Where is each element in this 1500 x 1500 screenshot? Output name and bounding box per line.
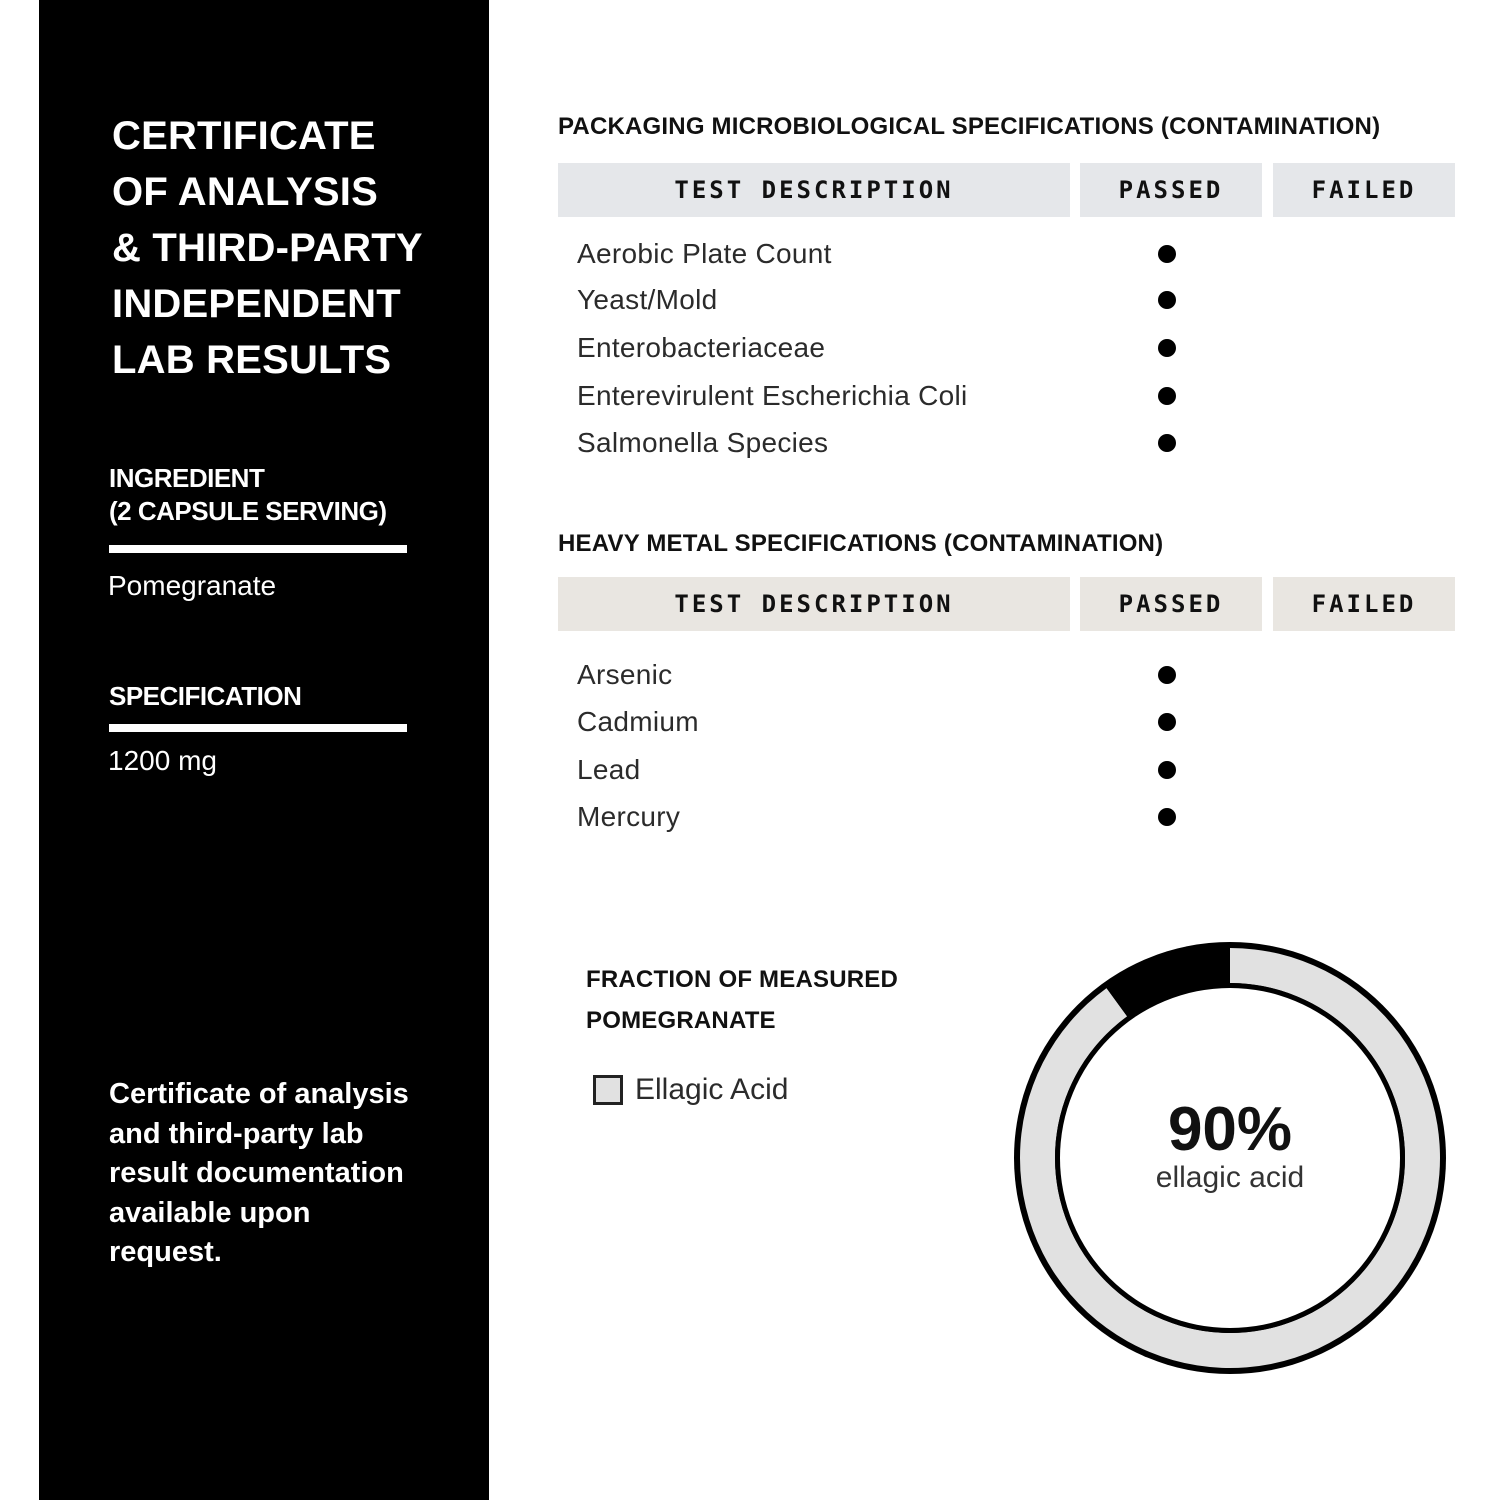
donut-center-label bbox=[1110, 1095, 1350, 1195]
note-line: result documentation bbox=[109, 1157, 404, 1189]
test-name: Lead bbox=[577, 754, 641, 785]
column-header-test-description: TEST DESCRIPTION bbox=[558, 163, 1070, 217]
packaging-section-title: PACKAGING MICROBIOLOGICAL SPECIFICATIONS (CONTAMINATION) bbox=[558, 113, 1381, 140]
test-name: Arsenic bbox=[577, 659, 673, 690]
ingredient-value: Pomegranate bbox=[108, 570, 277, 601]
ingredient-divider bbox=[109, 545, 407, 553]
table-row bbox=[577, 328, 1457, 368]
availability-note bbox=[109, 1075, 449, 1273]
title-line: CERTIFICATE bbox=[112, 114, 376, 158]
passed-dot-icon bbox=[1158, 387, 1176, 405]
page-title bbox=[112, 108, 472, 388]
column-header-passed: PASSED bbox=[1080, 163, 1262, 217]
specification-value: 1200 mg bbox=[108, 745, 217, 776]
table-row bbox=[577, 702, 1457, 742]
specification-label bbox=[109, 680, 301, 713]
table-row bbox=[577, 376, 1457, 416]
legend bbox=[593, 1070, 788, 1110]
test-name: Aerobic Plate Count bbox=[577, 238, 832, 269]
column-header-passed: PASSED bbox=[1080, 577, 1262, 631]
legend-swatch bbox=[593, 1075, 623, 1105]
note-line: available upon bbox=[109, 1196, 311, 1229]
title-line: INDEPENDENT bbox=[112, 282, 401, 326]
passed-dot-icon bbox=[1158, 808, 1176, 826]
table-row bbox=[577, 234, 1457, 274]
note-line: Certificate of analysis bbox=[109, 1078, 409, 1110]
passed-dot-icon bbox=[1158, 713, 1176, 731]
table-row bbox=[577, 655, 1457, 695]
test-name: Cadmium bbox=[577, 706, 699, 737]
ingredient-label-line: INGREDIENT bbox=[109, 463, 265, 493]
table-row bbox=[577, 750, 1457, 790]
table-row bbox=[577, 280, 1457, 320]
test-name: Enterobacteriaceae bbox=[577, 332, 826, 363]
passed-dot-icon bbox=[1158, 291, 1176, 309]
title-line: OF ANALYSIS bbox=[112, 170, 378, 214]
passed-dot-icon bbox=[1158, 761, 1176, 779]
title-line: & THIRD-PARTY bbox=[112, 226, 423, 270]
note-line: and third-party lab bbox=[109, 1117, 364, 1150]
fraction-title-line: FRACTION OF MEASURED bbox=[586, 966, 898, 993]
fraction-title bbox=[586, 959, 986, 1041]
sidebar-panel bbox=[39, 0, 489, 1500]
test-name: Salmonella Species bbox=[577, 427, 829, 458]
test-name: Mercury bbox=[577, 801, 681, 832]
passed-dot-icon bbox=[1158, 339, 1176, 357]
passed-dot-icon bbox=[1158, 666, 1176, 684]
column-header-failed: FAILED bbox=[1273, 577, 1455, 631]
passed-dot-icon bbox=[1158, 245, 1176, 263]
ingredient-label bbox=[109, 462, 387, 528]
fraction-title-line: POMEGRANATE bbox=[586, 1007, 776, 1034]
table-row bbox=[577, 797, 1457, 837]
percent-caption: ellagic acid bbox=[1155, 1161, 1305, 1194]
test-name: Enterevirulent Escherichia Coli bbox=[577, 380, 968, 411]
passed-dot-icon bbox=[1158, 434, 1176, 452]
table-row bbox=[577, 423, 1457, 463]
test-name: Yeast/Mold bbox=[577, 284, 718, 315]
column-header-failed: FAILED bbox=[1273, 163, 1455, 217]
heavy-metal-section-title: HEAVY METAL SPECIFICATIONS (CONTAMINATION) bbox=[558, 530, 1164, 557]
note-line: request. bbox=[109, 1236, 222, 1268]
legend-label: Ellagic Acid bbox=[635, 1073, 789, 1106]
ingredient-label-line: (2 CAPSULE SERVING) bbox=[109, 496, 387, 526]
title-line: LAB RESULTS bbox=[112, 338, 392, 382]
percent-value: 90% bbox=[1167, 1095, 1293, 1164]
specification-divider bbox=[109, 724, 407, 732]
column-header-test-description: TEST DESCRIPTION bbox=[558, 577, 1070, 631]
specification-label-text: SPECIFICATION bbox=[109, 681, 302, 711]
